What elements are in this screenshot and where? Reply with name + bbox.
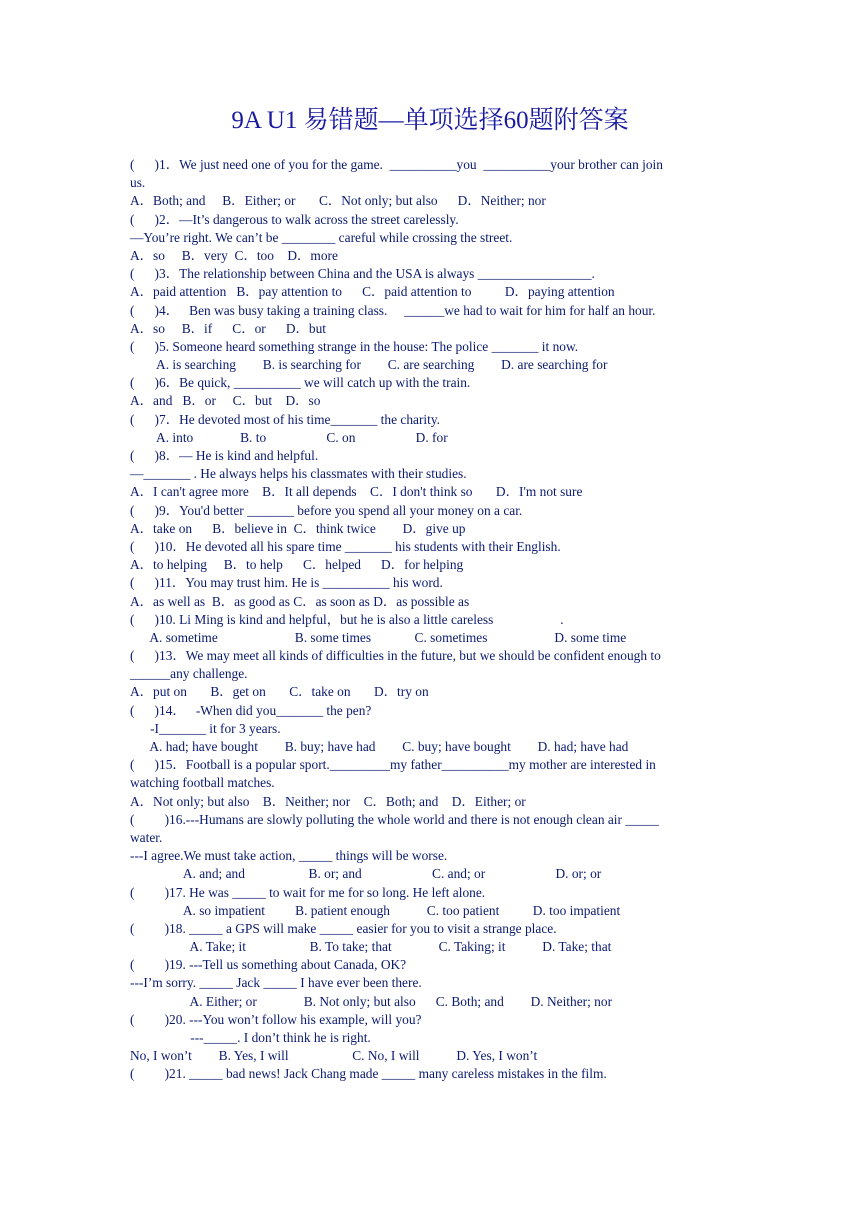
text-line: —_______ . He always helps his classmates with their studies. [130, 466, 467, 482]
text-line: ( )13．We may meet all kinds of difficulties in the future, but we should be confident enough to [130, 648, 661, 664]
text-line: A. so impatient B. patient enough C. too patient D. too impatient [130, 902, 621, 918]
text-line: ( )15．Football is a popular sport._________my father__________my mother are interested in [130, 757, 656, 773]
text-line: ---I agree.We must take action, _____ things will be worse. [130, 848, 448, 864]
text-line: ( )21. _____ bad news! Jack Chang made _____ many careless mistakes in the film. [130, 1066, 607, 1082]
text-line: us. [130, 175, 146, 191]
text-line: ______any challenge. [130, 666, 248, 682]
text-line: A．paid attention B．pay attention to C．paid attention to D．paying attention [130, 284, 615, 300]
text-line: ( )8．— He is kind and helpful. [130, 448, 319, 463]
text-line: A．put on B．get on C．take on D．try on [130, 684, 429, 700]
text-line: ( )11．You may trust him. He is __________ his word. [130, 575, 443, 591]
text-line: A. had; have bought B. buy; have had C. buy; have bought D. had; have had [130, 739, 629, 754]
text-line: ( )7．He devoted most of his time_______ the charity. [130, 411, 441, 427]
text-line: A. is searching B. is searching for C. are searching D. are searching for [130, 357, 608, 373]
text-line: ( )19. ---Tell us something about Canada, OK? [130, 957, 407, 973]
text-line: A. and; and B. or; and C. and; or D. or; or [130, 866, 602, 882]
text-line: A．so B．if C．or D．but [130, 320, 327, 336]
text-line: No, I won’t B. Yes, I will C. No, I will D. Yes, I won’t [130, 1048, 538, 1064]
text-line: A. into B. to C. on D. for [130, 429, 448, 445]
question-list [130, 156, 734, 1084]
text-line: ( )1．We just need one of you for the game. __________you __________your brother can join [130, 157, 663, 172]
text-line: watching football matches. [130, 775, 275, 791]
text-line: A．and B．or C．but D．so [130, 393, 321, 409]
text-line: ( )10．He devoted all his spare time _______ his students with their English. [130, 538, 561, 554]
text-line: A．to helping B．to help C．helped D．for helping [130, 557, 464, 573]
text-line: ( )4． Ben was busy taking a training class. ______we had to wait for him for half an hour. [130, 302, 656, 318]
text-line: water. [130, 829, 163, 845]
text-line: ( )2．—It’s dangerous to walk across the street carelessly. [130, 211, 459, 227]
text-line: ---I’m sorry. _____ Jack _____ I have ever been there. [130, 975, 422, 991]
text-line: ( )5. Someone heard something strange in the house: The police _______ it now. [130, 338, 579, 354]
text-line: -I_______ it for 3 years. [130, 720, 281, 736]
text-line: A．Not only; but also B．Neither; nor C．Both; and D．Either; or [130, 793, 526, 809]
document-title: 9A U1 易错题—单项选择60题附答案 [231, 107, 629, 134]
text-line: A．I can't agree more B．It all depends C．I don't think so D．I'm not sure [130, 484, 583, 500]
text-line: —You’re right. We can’t be ________ careful while crossing the street. [130, 229, 513, 245]
text-line: ---_____. I don’t think he is right. [130, 1030, 371, 1045]
text-line: ( )20. ---You won’t follow his example, will you? [130, 1011, 422, 1027]
text-line: A．Both; and B．Either; or C．Not only; but also D．Neither; nor [130, 193, 546, 209]
text-line: A．as well as B．as good as C．as soon as D．as possible as [130, 593, 470, 609]
text-line: ( )17. He was _____ to wait for me for so long. He left alone. [130, 884, 486, 900]
text-line: ( )10. Li Ming is kind and helpful，but he is also a little careless . [130, 611, 564, 627]
text-line: ( )14． -When did you_______ the pen? [130, 702, 372, 718]
text-line: ( )3．The relationship between China and the USA is always _________________. [130, 266, 595, 282]
text-line: ( )6．Be quick, __________ we will catch up with the train. [130, 375, 471, 391]
text-line: A. sometime B. some times C. sometimes D. some time [130, 629, 627, 645]
text-line: A．take on B．believe in C．think twice D．give up [130, 520, 466, 536]
text-line: ( )16.---Humans are slowly polluting the whole world and there is not enough clean air _____ [130, 811, 659, 827]
text-line: A. Take; it B. To take; that C. Taking; it D. Take; that [130, 939, 612, 955]
text-line: ( )18. _____ a GPS will make _____ easier for you to visit a strange place. [130, 920, 557, 936]
text-line: ( )9．You'd better _______ before you spend all your money on a car. [130, 502, 523, 518]
text-line: A. Either; or B. Not only; but also C. Both; and D. Neither; nor [130, 993, 613, 1009]
text-line: A．so B．very C．too D．more [130, 247, 338, 263]
